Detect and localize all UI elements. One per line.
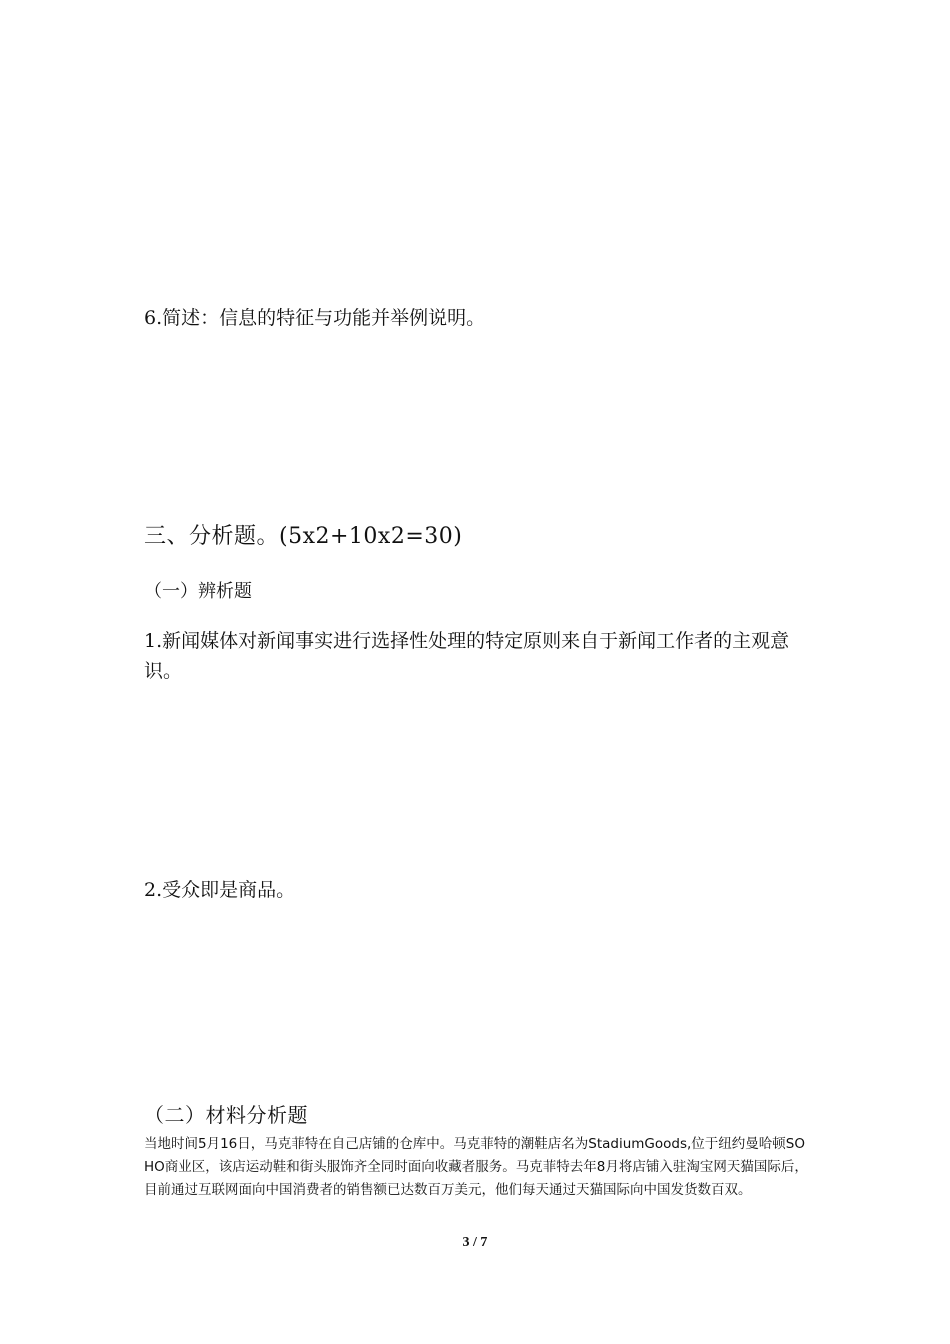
subsection-2-title: （二）材料分析题 <box>144 1103 308 1127</box>
section-3-title: 三、分析题。(5x2+10x2=30) <box>144 524 463 549</box>
question-analysis-1: 1.新闻媒体对新闻事实进行选择性处理的特定原则来自于新闻工作者的主观意识。 <box>144 630 790 682</box>
page-number: 3 / 7 <box>462 1235 488 1250</box>
material-paragraph: 当地时间5月16日，马克菲特在自己店铺的仓库中。马克菲特的潮鞋店名为StadiumGoods,位于纽约曼哈顿SOHO商业区，该店运动鞋和街头服饰齐全同时面向收藏者服务。马克菲特去年8月将店铺入驻淘宝网天猫国际后，目前通过互联网面向中国消费者的销售额已达数百万美元，他们每天通过天猫国际向中国发货数百双。 <box>144 1136 808 1198</box>
question-6: 6.简述：信息的特征与功能并举例说明。 <box>144 307 486 329</box>
question-analysis-2: 2.受众即是商品。 <box>144 879 296 901</box>
subsection-1-title: （一）辨析题 <box>144 581 252 602</box>
